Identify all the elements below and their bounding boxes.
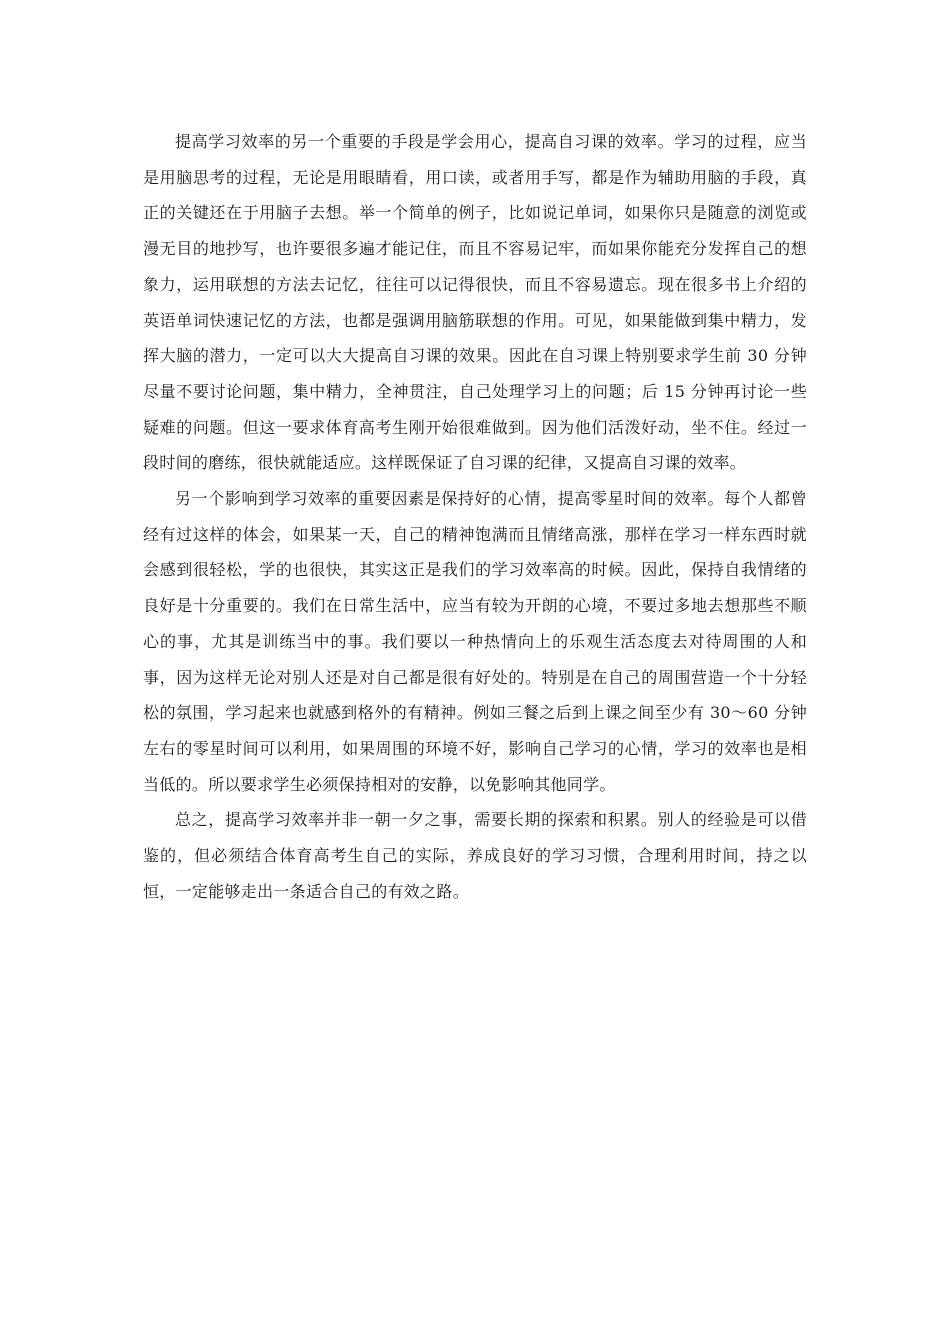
paragraph-good-mood-spare-time: 另一个影响到学习效率的重要因素是保持好的心情，提高零星时间的效率。每个人都曾经有过这样的体会，如果某一天，自己的精神饱满而且情绪高涨，那样在学习一样东西时就会感到很轻松，学的也很快，其实这正是我们的学习效率高的时候。因此，保持自我情绪的良好是十分重要的。我们在日常生活中，应当有较为开朗的心境，不要过多地去想那些不顺心的事，尤其是训练当中的事。我们要以一种热情向上的乐观生活态度去对待周围的人和事，因为这样无论对别人还是对自己都是很有好处的。特别是在自己的周围营造一个十分轻松的氛围，学习起来也就感到格外的有精神。例如三餐之后到上课之间至少有 30～60 分钟左右的零星时间可以利用，如果周围的环境不好，影响自己学习的心情，学习的效率也是相当低的。所以要求学生必须保持相对的安静，以免影响其他同学。 [143,489,807,794]
paragraph-study-efficiency-self-study: 提高学习效率的另一个重要的手段是学会用心，提高自习课的效率。学习的过程，应当是用脑思考的过程，无论是用眼睛看，用口读，或者用手写，都是作为辅助用脑的手段，真正的关键还在于用脑子去想。举一个简单的例子，比如说记单词，如果你只是随意的浏览或漫无目的地抄写，也许要很多遍才能记住，而且不容易记牢，而如果你能充分发挥自己的想象力，运用联想的方法去记忆，往往可以记得很快，而且不容易遗忘。现在很多书上介绍的英语单词快速记忆的方法，也都是强调用脑筋联想的作用。可见，如果能做到集中精力，发挥大脑的潜力，一定可以大大提高自习课的效果。因此在自习课上特别要求学生前 30 分钟尽量不要讨论问题，集中精力，全神贯注，自己处理学习上的问题；后 15 分钟再讨论一些疑难的问题。但这一要求体育高考生刚开始很难做到。因为他们活泼好动，坐不住。经过一段时间的磨练，很快就能适应。这样既保证了自习课的纪律，又提高自习课的效率。 [143,132,807,473]
document-body [143,124,807,909]
paragraph-conclusion: 总之，提高学习效率并非一朝一夕之事，需要长期的探索和积累。别人的经验是可以借鉴的，但必须结合体育高考生自己的实际，养成良好的学习习惯，合理利用时间，持之以恒，一定能够走出一条适合自己的有效之路。 [143,810,807,901]
